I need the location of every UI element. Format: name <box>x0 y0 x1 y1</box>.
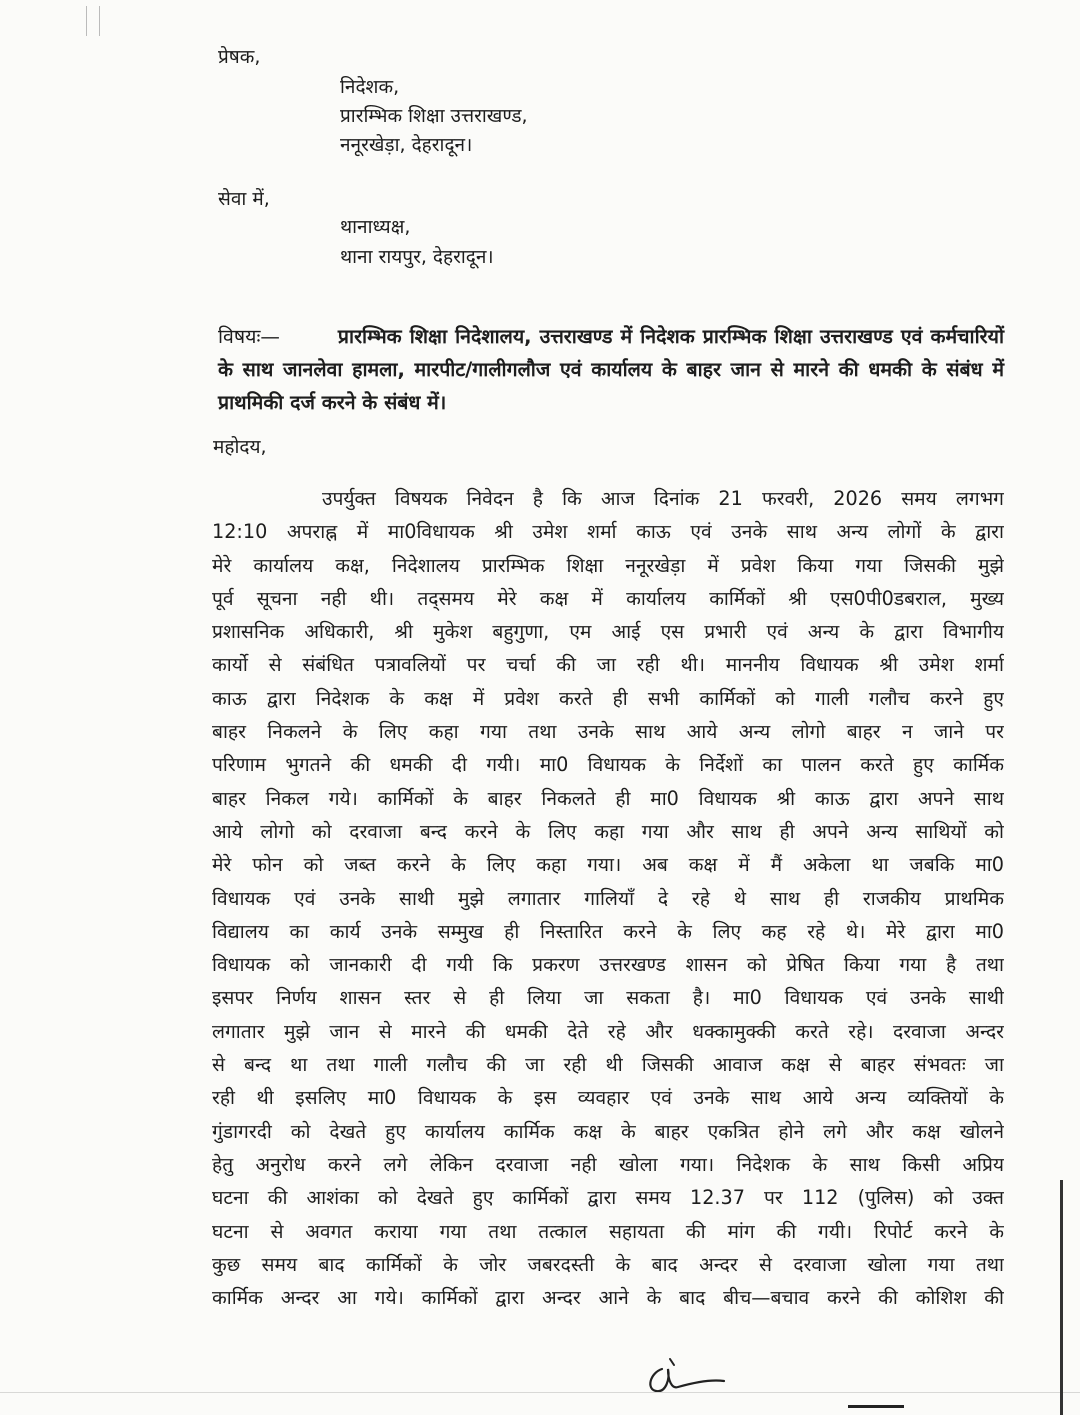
recipient-label: सेवा में, <box>218 188 270 210</box>
subject-label: विषयः— <box>218 325 280 348</box>
body-line: मेरे फोन को जब्त करने के लिए कहा गया। अब कक्ष में मैं अकेला था जबकि मा0 <box>212 853 1004 877</box>
body-line: मेरे कार्यालय कक्ष, निदेशालय प्रारम्भिक शिक्षा ननूरखेड़ा में प्रवेश किया गया जिसकी मुझे <box>212 553 1004 577</box>
body-line: हेतु अनुरोध करने लगे लेकिन दरवाजा नही खोला गया। निदेशक के साथ किसी अप्रिय <box>212 1152 1004 1176</box>
body-line: बाहर निकलने के लिए कहा गया तथा उनके साथ आये अन्य लोगो बाहर न जाने पर <box>212 720 1004 744</box>
body-line: काऊ द्वारा निदेशक के कक्ष में प्रवेश करते ही सभी कार्मिकों को गाली गलौच करने हुए <box>212 686 1004 710</box>
signature-mark <box>640 1355 730 1400</box>
body-line: कार्मिक अन्दर आ गये। कार्मिकों द्वारा अन्दर आने के बाद बीच—बचाव करने की कोशिश की <box>212 1286 1004 1310</box>
sender-address: ननूरखेड़ा, देहरादून। <box>340 134 473 156</box>
subject-block <box>218 320 1004 419</box>
subject-text: प्रारम्भिक शिक्षा निदेशालय, उत्तराखण्ड में निदेशक प्रारम्भिक शिक्षा उत्तराखण्ड एवं कर्मचारियों के साथ जानलेवा हामला, मारपीट/गालीगलौज एवं कार्यालय के बाहर जान से मारने की धमकी के संबंध में प्राथमिकी दर्ज करने के संबंध में। <box>218 325 1004 414</box>
scan-edge-mark <box>848 1405 904 1408</box>
body-line: इसपर निर्णय शासन स्तर से ही लिया जा सकता है। मा0 विधायक एवं उनके साथी <box>212 986 1004 1010</box>
body-line: उपर्युक्त विषयक निवेदन है कि आज दिनांक 21 फरवरी, 2026 समय लगभग <box>322 487 1004 510</box>
body-line: से बन्द था तथा गाली गलौच की जा रही थी जिसकी आवाज कक्ष से बाहर संभवतः जा <box>212 1053 1004 1077</box>
body-line: लगातार मुझे जान से मारने की धमकी देते रहे और धक्कामुक्की करते रहे। दरवाजा अन्दर <box>212 1019 1004 1043</box>
body-line: परिणाम भुगतने की धमकी दी गयी। मा0 विधायक के निर्देशों का पालन करते हुए कार्मिक <box>212 753 1004 777</box>
body-line: कुछ समय बाद कार्मिकों के जोर जबरदस्ती के बाद अन्दर से दरवाजा खोला गया तथा <box>212 1252 1004 1276</box>
body-line: विद्यालय का कार्य उनके सम्मुख ही निस्तारित करने के लिए कह रहे थे। मेरे द्वारा मा0 <box>212 919 1004 943</box>
recipient-address: थाना रायपुर, देहरादून। <box>340 246 494 268</box>
scan-right-edge <box>1060 1180 1063 1415</box>
body-line: प्रशासनिक अधिकारी, श्री मुकेश बहुगुणा, एम आई एस प्रभारी एवं अन्य के द्वारा विभागीय <box>212 620 1004 644</box>
sender-designation: निदेशक, <box>340 76 400 98</box>
body-line: बाहर निकल गये। कार्मिकों के बाहर निकलते ही मा0 विधायक श्री काऊ द्वारा अपने साथ <box>212 786 1004 810</box>
body-line: घटना की आशंका को देखते हुए कार्मिकों द्वारा समय 12.37 पर 112 (पुलिस) को उक्त <box>212 1186 1004 1210</box>
punch-hole-mark <box>86 6 100 36</box>
body-line: विधायक एवं उनके साथी मुझे लगातार गालियाँ दे रहे थे साथ ही राजकीय प्राथमिक <box>212 886 1004 910</box>
sender-label: प्रेषक, <box>218 46 261 68</box>
body-line: गुंडागरदी को देखते हुए कार्यालय कार्मिक कक्ष के बाहर एकत्रित होने लगे और कक्ष खोलने <box>212 1119 1004 1143</box>
salutation: महोदय, <box>213 436 267 458</box>
page-bottom-edge <box>0 1392 1080 1393</box>
recipient-designation: थानाध्यक्ष, <box>340 216 411 238</box>
body-line: विधायक को जानकारी दी गयी कि प्रकरण उत्तरखण्ड शासन को प्रेषित किया गया है तथा <box>212 953 1004 977</box>
body-line: पूर्व सूचना नही थी। तद्समय मेरे कक्ष में कार्यालय कार्मिकों श्री एस0पी0डबराल, मुख्य <box>212 586 1004 610</box>
sender-department: प्रारम्भिक शिक्षा उत्तराखण्ड, <box>340 105 528 127</box>
letter-body <box>212 482 1004 1314</box>
body-line: 12:10 अपराह्न में मा0विधायक श्री उमेश शर्मा काऊ एवं उनके साथ अन्य लोगों के द्वारा <box>212 520 1004 544</box>
body-line: कार्यो से संबंधित पत्रावलियों पर चर्चा की जा रही थी। माननीय विधायक श्री उमेश शर्मा <box>212 653 1004 677</box>
body-line: रही थी इसलिए मा0 विधायक के इस व्यवहार एवं उनके साथ आये अन्य व्यक्तियों के <box>212 1086 1004 1110</box>
body-line: आये लोगो को दरवाजा बन्द करने के लिए कहा गया और साथ ही अपने अन्य साथियों को <box>212 819 1004 843</box>
body-line: घटना से अवगत कराया गया तथा तत्काल सहायता की मांग की गयी। रिपोर्ट करने के <box>212 1219 1004 1243</box>
